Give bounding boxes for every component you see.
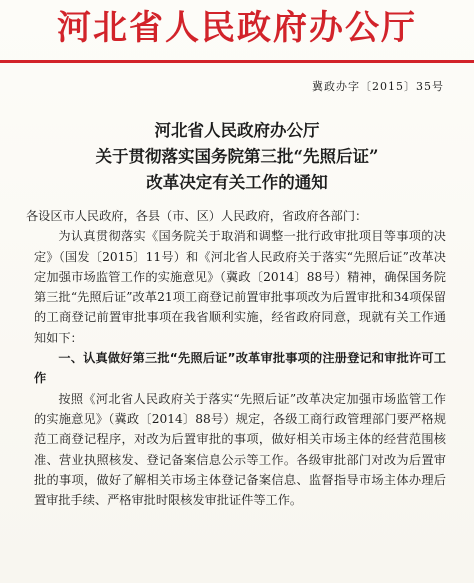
document-body [26,206,446,510]
paragraph-2: 按照《河北省人民政府关于落实“先照后证”改革决定加强市场监管工作的实施意见》（冀政〔2014〕88号）规定，各级工商行政管理部门要严格规范工商登记程序，对改为后置审批的事项，做好相关市场主体的经营范围核准、营业执照核发、登记备案信息公示等工作。各级审批部门对改为后置审批的事项，做好了解相关市场主体登记备案信息、监督指导市场主体办理后置审批手续、严格审批时限核发审批证件等工作。 [34,391,446,508]
addressee: 各设区市人民政府，各县（市、区）人民政府，省政府各部门： [26,209,368,223]
document-title [0,118,474,196]
paragraph-1: 为认真贯彻落实《国务院关于取消和调整一批行政审批项目等事项的决定》（国发〔2015〕11号）和《河北省人民政府关于落实“先照后证”改革决定加强市场监管工作的实施意见》（冀政〔2014〕88号）精神，确保国务院第三批“先照后证”改革21项工商登记前置审批事项改为后置审批和34项保留的工商登记前置审批事项在我省顺利实施，经省政府同意，现就有关工作通知如下： [34,229,446,345]
title-line-1: 河北省人民政府办公厅 [154,121,320,140]
title-line-3: 改革决定有关工作的通知 [146,173,328,192]
section-heading-1: 一、认真做好第三批“先照后证”改革审批事项的注册登记和审批许可工作 [34,351,446,386]
red-divider-line [0,60,474,63]
masthead-title: 河北省人民政府办公厅 [57,8,417,48]
document-number: 冀政办字〔2015〕35号 [312,80,444,93]
title-line-2: 关于贯彻落实国务院第三批“先照后证” [95,147,379,166]
